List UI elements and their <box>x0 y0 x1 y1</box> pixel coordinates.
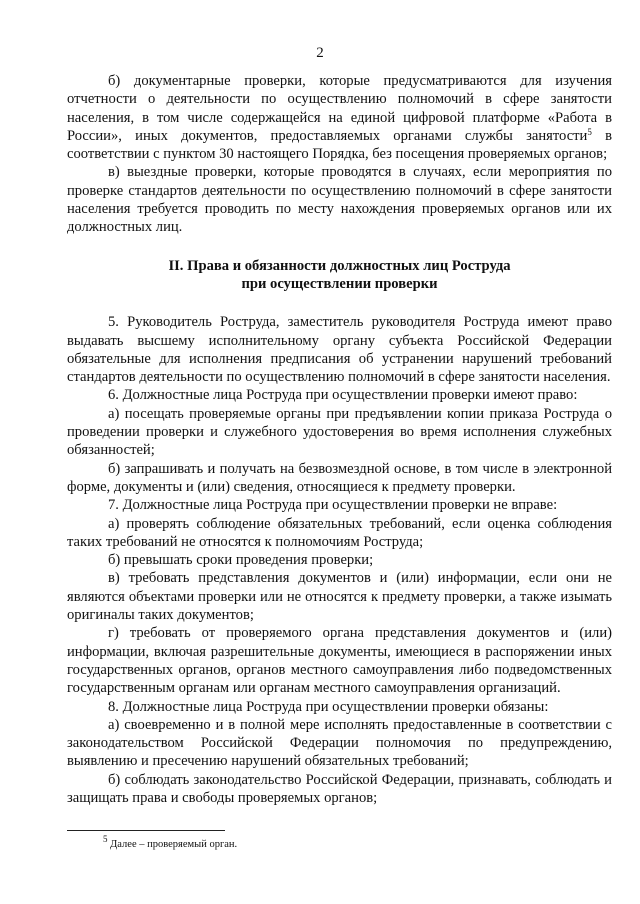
paragraph-onsite-checks: в) выездные проверки, которые проводятся в случаях, если мероприятия по проверке стандартов деятельности по осуществлению полномочий в сфере занятости населения требуется проводить по месту нахождения проверяемых органов или их должностных лиц. <box>67 164 612 236</box>
paragraph-item-7b: б) превышать сроки проведения проверки; <box>108 552 374 569</box>
paragraph-text: в соответствии с пунктом 30 настоящего Порядка, без посещения проверяемых органов; <box>67 127 612 163</box>
paragraph-item-6b: б) запрашивать и получать на безвозмездной основе, в том числе в электронной форме, документы и (или) сведения, относящиеся к предмету проверки. <box>67 460 612 495</box>
paragraph-item-8b: б) соблюдать законодательство Российской Федерации, признавать, соблюдать и защищать права и свободы проверяемых органов; <box>67 771 612 806</box>
paragraph-item-5: 5. Руководитель Роструда, заместитель руководителя Роструда имеют право выдавать высшему исполнительному органу субъекта Российской Федерации обязательные для исполнения предписания об устранении нарушений требований стандартов деятельности по осуществлению полномочий в сфере занятости населения. <box>67 314 612 386</box>
footnote-text: Далее – проверяемый орган. <box>110 839 238 850</box>
document-body <box>67 72 612 807</box>
section-heading-line: II. Права и обязанности должностных лиц Роструда <box>168 257 511 274</box>
paragraph-item-6a: а) посещать проверяемые органы при предъявлении копии приказа Роструда о проведении проверки и служебного удостоверения во время исполнения служебных обязанностей; <box>67 405 612 459</box>
footnote-divider <box>67 830 225 831</box>
footnote-reference[interactable]: 5 <box>587 126 592 137</box>
paragraph-item-7: 7. Должностные лица Роструда при осуществлении проверки не вправе: <box>108 497 558 514</box>
paragraph-item-7g: г) требовать от проверяемого органа представления документов и (или) информации, включая разрешительные документы, имеющиеся в распоряжении иных государственных органов, органов местного самоуправления либо подведомственных государственным органам или органам местного самоуправления организаций. <box>67 625 612 697</box>
footnote <box>103 834 238 851</box>
section-heading-line: при осуществлении проверки <box>241 275 438 292</box>
section-heading <box>67 257 612 294</box>
paragraph-documentary-checks <box>67 72 612 163</box>
footnote-marker: 5 <box>103 834 108 844</box>
paragraph-item-8a: а) своевременно и в полной мере исполнять предоставленные в соответствии с законодательством Российской Федерации полномочия по предупреждению, выявлению и пресечению нарушений обязательных требований; <box>67 716 612 770</box>
paragraph-text: б) документарные проверки, которые предусматриваются для изучения отчетности о деятельности по осуществлению полномочий в сфере занятости населения, в том числе содержащейся на единой цифровой платформе «Работа в России», иных документов, предоставляемых органами службы занятости <box>67 73 612 144</box>
paragraph-item-7v: в) требовать представления документов и (или) информации, если они не являются объектами проверки или не относятся к предмету проверки, а также изымать оригиналы таких документов; <box>67 570 612 624</box>
paragraph-item-7a: а) проверять соблюдение обязательных требований, если оценка соблюдения таких требований не относятся к полномочиям Роструда; <box>67 515 612 550</box>
page-number: 2 <box>316 45 324 61</box>
paragraph-item-8: 8. Должностные лица Роструда при осуществлении проверки обязаны: <box>108 698 549 715</box>
paragraph-item-6: 6. Должностные лица Роструда при осуществлении проверки имеют право: <box>108 387 578 404</box>
